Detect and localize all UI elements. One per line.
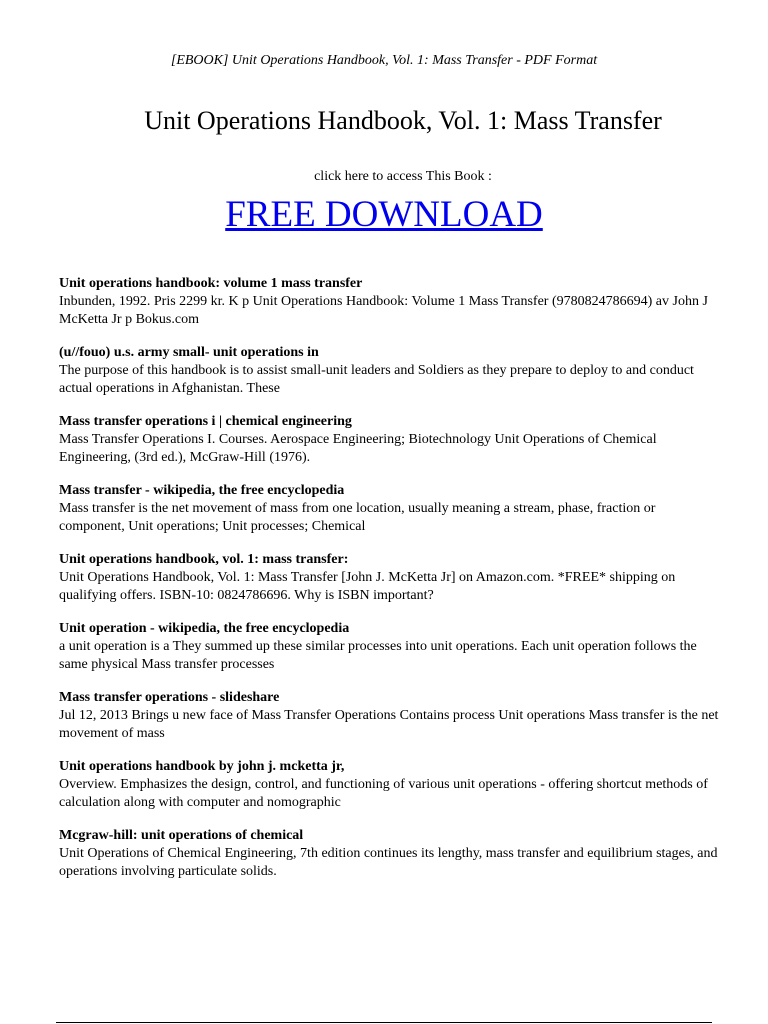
entry-body: Unit Operations of Chemical Engineering, 7th edition continues its lengthy, mass transfer and equilibrium stages, and operations involving particulate solids. <box>59 846 718 879</box>
entry-body: Inbunden, 1992. Pris 2299 kr. K p Unit Operations Handbook: Volume 1 Mass Transfer (9780824786694) av John J McKetta Jr p Bokus.com <box>59 294 708 327</box>
entry-body: Unit Operations Handbook, Vol. 1: Mass Transfer [John J. McKetta Jr] on Amazon.com. *FREE* shipping on qualifying offers. ISBN-10: 0824786696. Why is ISBN important? <box>59 570 676 603</box>
page-title: Unit Operations Handbook, Vol. 1: Mass Transfer <box>144 106 662 135</box>
list-item <box>59 758 719 812</box>
list-item <box>59 620 719 674</box>
list-item <box>59 344 719 398</box>
result-list <box>59 275 719 896</box>
list-item <box>59 827 719 881</box>
entry-body: Jul 12, 2013 Brings u new face of Mass Transfer Operations Contains process Unit operations Mass transfer is the net movement of mass <box>59 708 719 741</box>
entry-title: Unit operations handbook, vol. 1: mass transfer: <box>59 552 349 567</box>
entry-body: Mass Transfer Operations I. Courses. Aerospace Engineering; Biotechnology Unit Operations of Chemical Engineering, (3rd ed.), McGraw-Hill (1976). <box>59 432 657 465</box>
list-item <box>59 551 719 605</box>
entry-title: Mass transfer operations - slideshare <box>59 690 280 705</box>
entry-title: Unit operations handbook by john j. mcketta jr, <box>59 759 345 774</box>
entry-body: Overview. Emphasizes the design, control, and functioning of various unit operations - offering shortcut methods of calculation along with computer and nomographic <box>59 777 708 810</box>
access-prompt: click here to access This Book : <box>314 169 492 184</box>
entry-title: (u//fouo) u.s. army small- unit operations in <box>59 345 319 360</box>
entry-title: Mass transfer - wikipedia, the free encyclopedia <box>59 483 345 498</box>
entry-body: a unit operation is a They summed up these similar processes into unit operations. Each unit operation follows the same physical Mass transfer processes <box>59 639 697 672</box>
entry-title: Mcgraw-hill: unit operations of chemical <box>59 828 304 843</box>
entry-title: Mass transfer operations i | chemical engineering <box>59 414 352 429</box>
entry-body: Mass transfer is the net movement of mass from one location, usually meaning a stream, phase, fraction or component, Unit operations; Unit processes; Chemical <box>59 501 656 534</box>
entry-body: The purpose of this handbook is to assist small-unit leaders and Soldiers as they prepare to deploy to and conduct actual operations in Afghanistan. These <box>59 363 694 396</box>
list-item <box>59 413 719 467</box>
free-download-link[interactable]: FREE DOWNLOAD <box>225 194 543 235</box>
entry-title: Unit operations handbook: volume 1 mass transfer <box>59 276 363 291</box>
footer-divider <box>56 1022 712 1023</box>
document-header: [EBOOK] Unit Operations Handbook, Vol. 1: Mass Transfer - PDF Format <box>170 53 598 68</box>
entry-title: Unit operation - wikipedia, the free encyclopedia <box>59 621 350 636</box>
list-item <box>59 482 719 536</box>
list-item <box>59 275 719 329</box>
list-item <box>59 689 719 743</box>
